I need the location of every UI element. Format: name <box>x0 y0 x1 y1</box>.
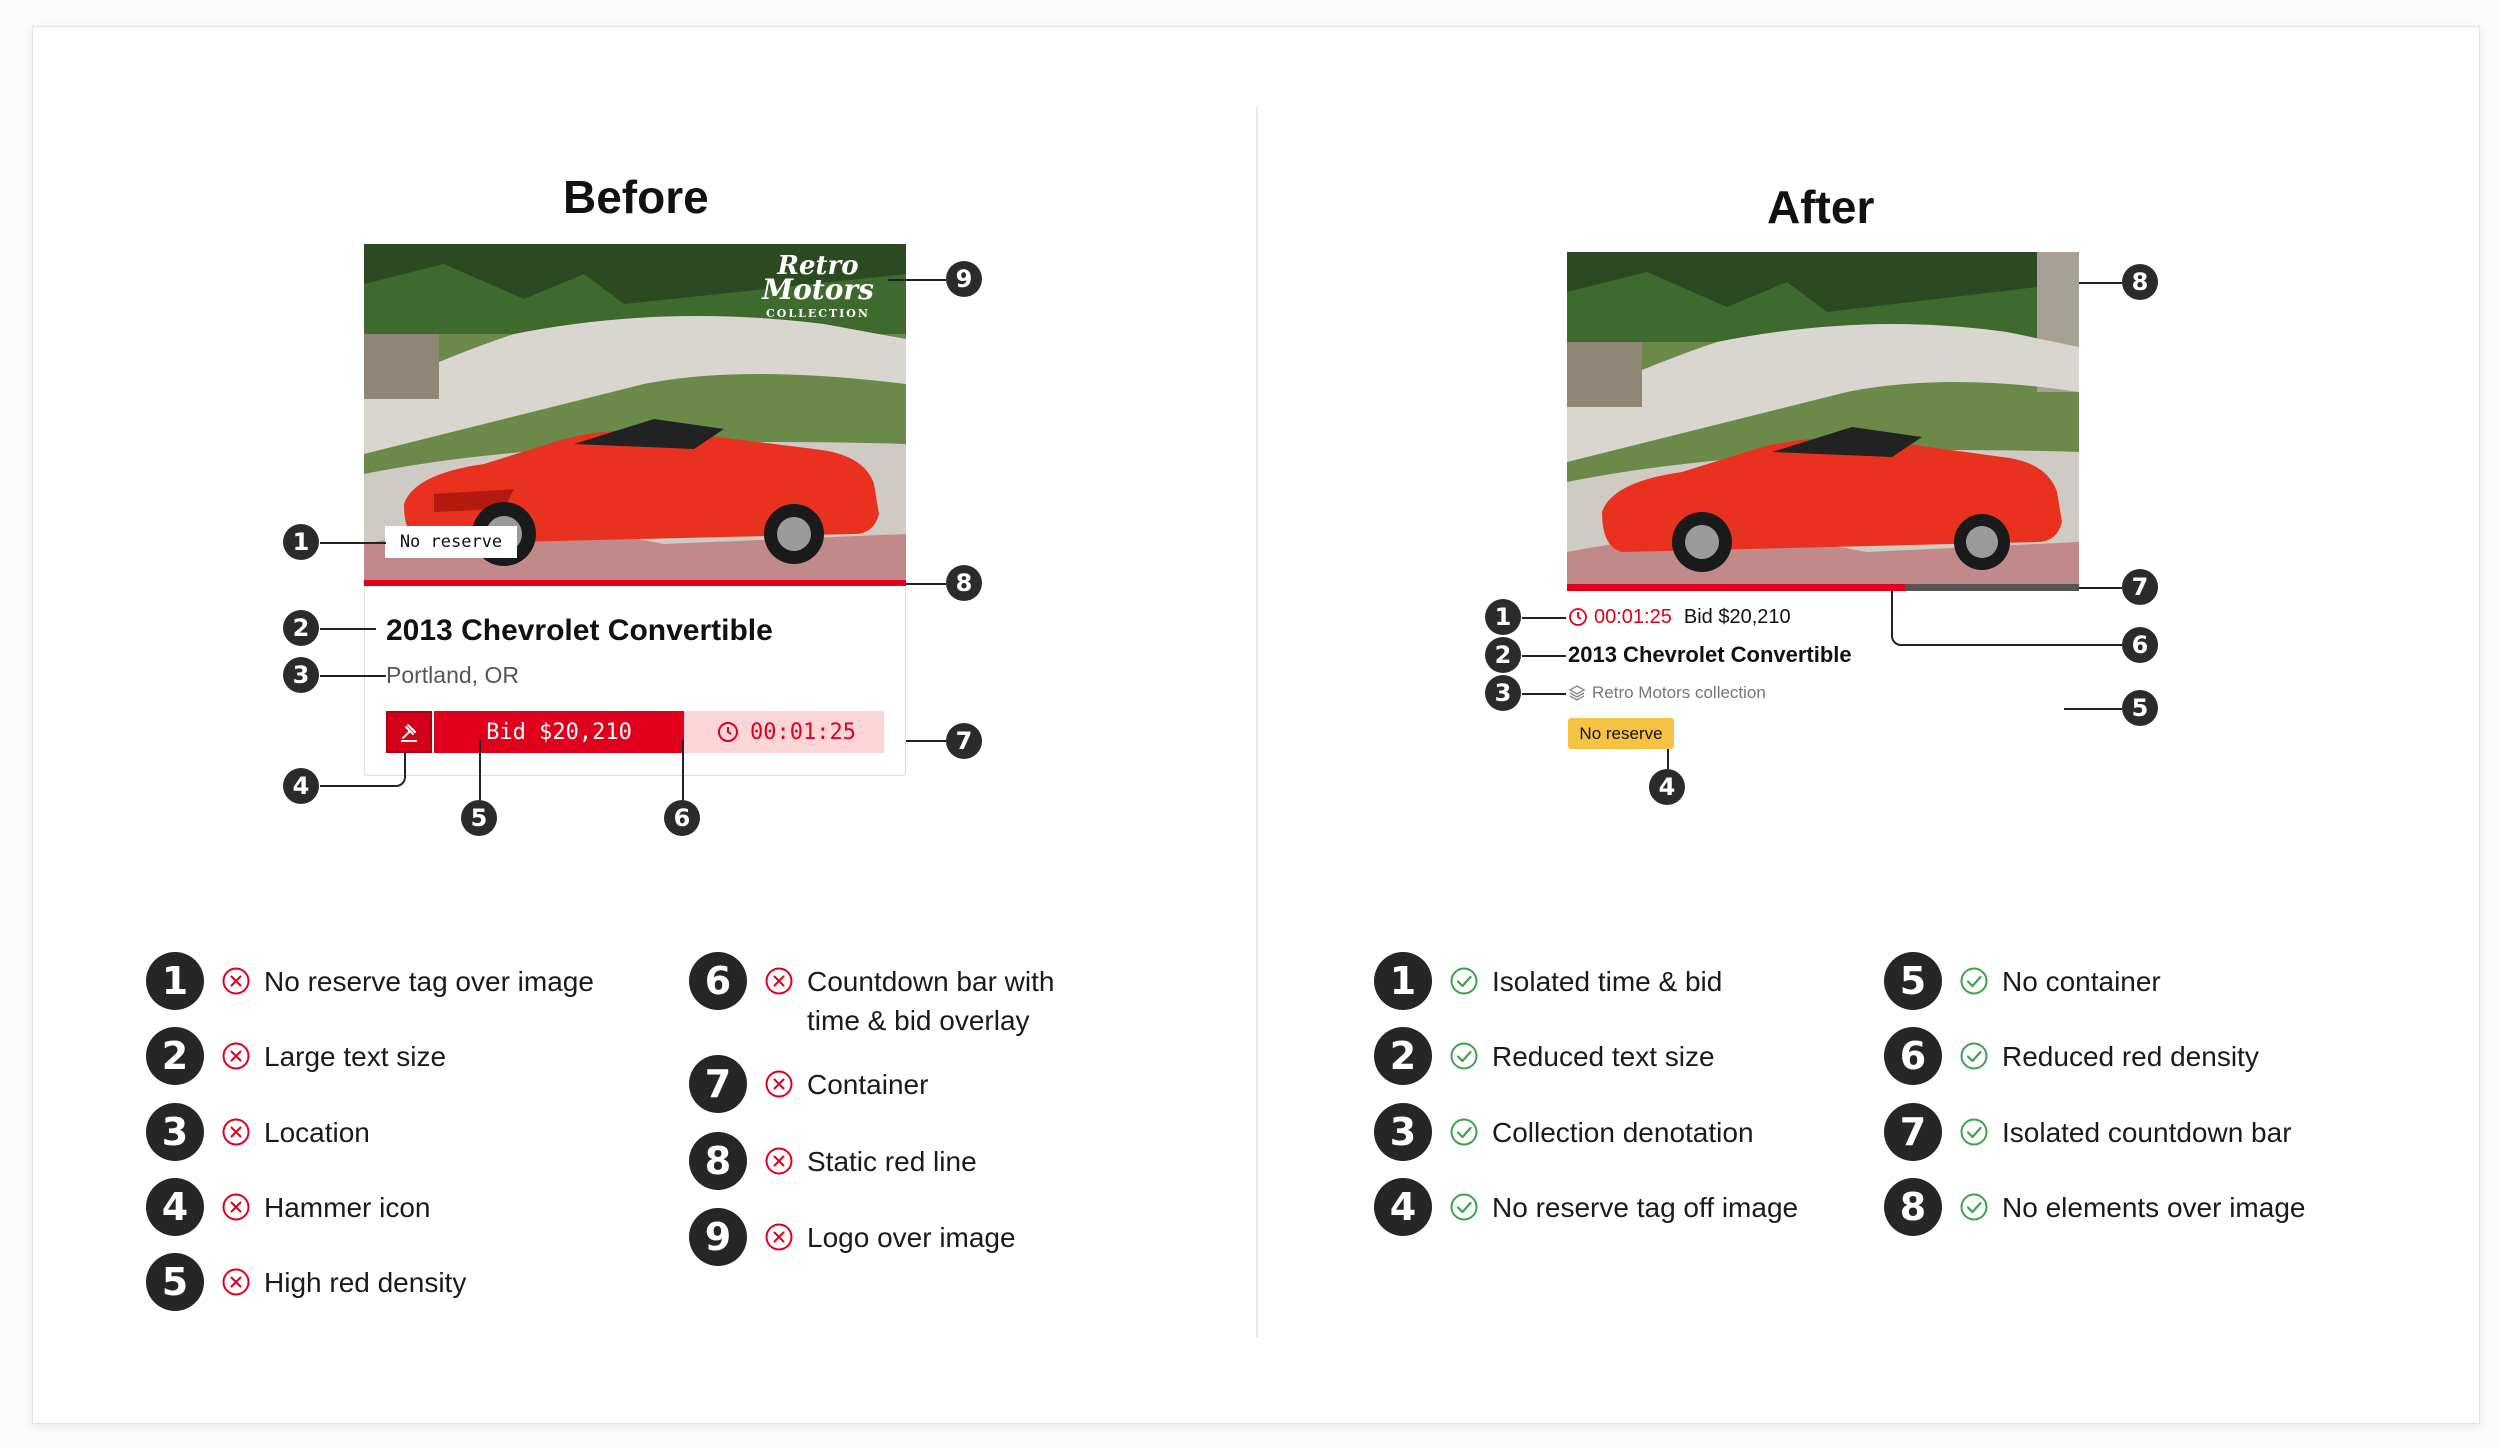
before-callout-2: 2 <box>283 610 319 646</box>
check-circle-icon <box>1449 1041 1479 1071</box>
before-legend-text: Static red line <box>807 1146 977 1177</box>
before-legend-text: High red density <box>264 1267 467 1298</box>
before-legend-text: Large text size <box>264 1041 447 1072</box>
leader-8 <box>906 583 946 585</box>
x-circle-icon <box>764 966 794 996</box>
check-circle-icon <box>1959 966 1989 996</box>
clock-icon <box>1568 607 1588 627</box>
before-legend-badge: 8 <box>689 1132 747 1190</box>
check-circle-icon <box>1959 1192 1989 1222</box>
check-circle-icon <box>1449 966 1479 996</box>
x-circle-icon <box>221 966 251 996</box>
after-car-title[interactable]: 2013 Chevrolet Convertible <box>1568 642 1852 667</box>
leader-9 <box>888 279 946 281</box>
divider <box>1256 107 1258 1337</box>
after-callout-8: 8 <box>2122 264 2158 300</box>
after-title: After <box>1767 181 1875 233</box>
a-leader-5 <box>2064 708 2122 710</box>
after-legend-badge: 6 <box>1884 1027 1942 1085</box>
check-circle-icon <box>1449 1192 1479 1222</box>
after-callout-1: 1 <box>1485 599 1521 635</box>
before-location: Portland, OR <box>386 662 519 688</box>
after-collection: Retro Motors collection <box>1568 682 1766 704</box>
after-legend-text: No container <box>2002 966 2161 997</box>
before-legend-badge: 9 <box>689 1208 747 1266</box>
after-countdown-fill <box>1567 584 1905 591</box>
after-time: 00:01:25 <box>1594 605 1672 628</box>
leader-5 <box>479 740 481 800</box>
after-legend-badge: 3 <box>1374 1103 1432 1161</box>
check-circle-icon <box>1959 1117 1989 1147</box>
x-circle-icon <box>221 1267 251 1297</box>
after-callout-3: 3 <box>1485 675 1521 711</box>
hammer-button[interactable] <box>386 711 432 753</box>
after-bid[interactable]: Bid $20,210 <box>1683 605 1791 628</box>
after-legend-text: Isolated time & bid <box>1492 966 1723 997</box>
after-callout-5: 5 <box>2122 690 2158 726</box>
before-legend-text: No reserve tag over image <box>264 966 594 997</box>
before-legend-text: Countdown bar with time & bid overlay <box>807 966 1055 1036</box>
after-legend-badge: 4 <box>1374 1178 1432 1236</box>
a-leader-7 <box>2079 587 2122 589</box>
after-legend-text: No elements over image <box>2002 1192 2306 1223</box>
retro-motors-logo: Retro Motors COLLECTION <box>762 251 874 320</box>
after-legend-text: Reduced red density <box>2002 1041 2259 1072</box>
before-callout-1: 1 <box>283 524 319 560</box>
check-circle-icon <box>1959 1041 1989 1071</box>
after-legend-text: Reduced text size <box>1492 1041 1715 1072</box>
before-callout-7: 7 <box>946 723 982 759</box>
before-callout-9: 9 <box>946 261 982 297</box>
countdown-time: 00:01:25 <box>716 711 856 753</box>
before-legend-badge: 2 <box>146 1027 204 1085</box>
after-legend-badge: 7 <box>1884 1103 1942 1161</box>
leader-3 <box>320 675 386 677</box>
before-legend-text: Logo over image <box>807 1222 1016 1253</box>
x-circle-icon <box>764 1069 794 1099</box>
after-legend-text: No reserve tag off image <box>1492 1192 1799 1223</box>
before-legend-text: Container <box>807 1069 929 1100</box>
a-leader-6 <box>1891 591 2122 646</box>
after-callout-7: 7 <box>2122 569 2158 605</box>
before-legend-badge: 4 <box>146 1178 204 1236</box>
x-circle-icon <box>764 1222 794 1252</box>
a-leader-8 <box>2079 282 2122 284</box>
a-leader-1 <box>1522 617 1566 619</box>
before-callout-6: 6 <box>664 800 700 836</box>
leader-1 <box>320 542 386 544</box>
leader-7 <box>906 740 946 742</box>
after-legend-text: Isolated countdown bar <box>2002 1117 2292 1148</box>
after-callout-6: 6 <box>2122 627 2158 663</box>
layers-icon <box>1568 684 1586 702</box>
after-legend-badge: 2 <box>1374 1027 1432 1085</box>
after-legend-badge: 1 <box>1374 952 1432 1010</box>
check-circle-icon <box>1449 1117 1479 1147</box>
after-legend-badge: 8 <box>1884 1178 1942 1236</box>
leader-6 <box>682 740 684 800</box>
after-callout-2: 2 <box>1485 637 1521 673</box>
before-legend-text: Location <box>264 1117 370 1148</box>
a-leader-4 <box>1667 749 1669 769</box>
before-car-title[interactable]: 2013 Chevrolet Convertible <box>386 614 773 647</box>
before-callout-4: 4 <box>283 768 319 804</box>
before-callout-3: 3 <box>283 657 319 693</box>
before-legend-badge: 7 <box>689 1055 747 1113</box>
x-circle-icon <box>764 1146 794 1176</box>
before-title: Before <box>563 171 709 223</box>
before-callout-8: 8 <box>946 565 982 601</box>
a-leader-3 <box>1522 693 1566 695</box>
x-circle-icon <box>221 1117 251 1147</box>
bid-button[interactable]: Bid $20,210 <box>434 711 684 753</box>
a-leader-2 <box>1522 655 1566 657</box>
before-legend-badge: 1 <box>146 952 204 1010</box>
after-car-photo <box>1567 252 2079 588</box>
no-reserve-tag: No reserve <box>385 526 517 558</box>
before-callout-5: 5 <box>461 800 497 836</box>
x-circle-icon <box>221 1041 251 1071</box>
before-legend-text: Hammer icon <box>264 1192 431 1223</box>
leader-2 <box>320 628 376 630</box>
before-legend-badge: 6 <box>689 952 747 1010</box>
hammer-icon <box>398 721 420 743</box>
static-red-line <box>364 580 906 586</box>
clock-icon <box>716 720 740 744</box>
after-legend-badge: 5 <box>1884 952 1942 1010</box>
before-legend-badge: 3 <box>146 1103 204 1161</box>
after-time-bid <box>1568 604 1791 630</box>
after-no-reserve-tag: No reserve <box>1568 718 1674 749</box>
leader-4 <box>320 752 406 787</box>
x-circle-icon <box>221 1192 251 1222</box>
after-callout-4: 4 <box>1649 769 1685 805</box>
before-legend-badge: 5 <box>146 1253 204 1311</box>
after-legend-text: Collection denotation <box>1492 1117 1754 1148</box>
